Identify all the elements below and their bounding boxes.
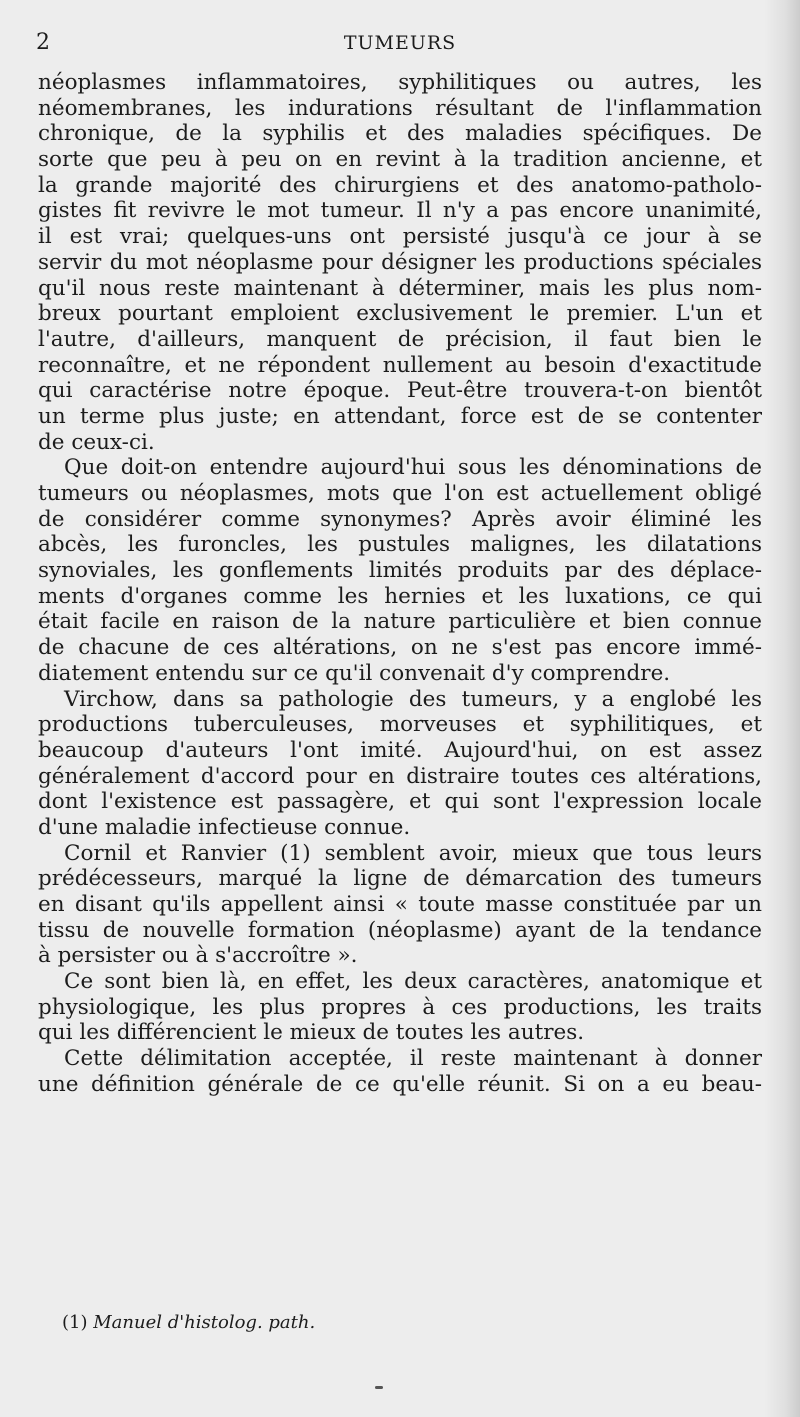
text-line: était facile en raison de la nature particulière et bien connue [38, 609, 762, 635]
text-line: productions tuberculeuses, morveuses et syphilitiques, et [38, 712, 762, 738]
text-line: Cette délimitation acceptée, il reste maintenant à donner [64, 1046, 762, 1072]
text-line: il est vrai; quelques-uns ont persisté jusqu'à ce jour à se [38, 224, 762, 250]
text-line: ments d'organes comme les hernies et les luxations, ce qui [38, 583, 762, 609]
text-line: beaucoup d'auteurs l'ont imité. Aujourd'hui, on est assez [38, 737, 762, 763]
text-line: breux pourtant emploient exclusivement le premier. L'un et [38, 301, 762, 327]
page-header [0, 30, 800, 60]
page-edge-shadow [764, 0, 800, 1417]
text-line: l'autre, d'ailleurs, manquent de précision, il faut bien le [38, 326, 762, 352]
text-line: Que doit-on entendre aujourd'hui sous les dénominations de [64, 455, 762, 481]
text-line: de ceux-ci. [38, 429, 155, 455]
text-line: néoplasmes inflammatoires, syphilitiques ou autres, les [38, 70, 762, 95]
text-line: prédécesseurs, marqué la ligne de démarcation des tumeurs [38, 866, 762, 892]
text-line: de considérer comme synonymes? Après avoir éliminé les [38, 506, 762, 532]
footnote-number: (1) [62, 1312, 88, 1333]
footnote [62, 1312, 315, 1333]
text-line: la grande majorité des chirurgiens et des anatomo-patholo- [38, 172, 762, 198]
text-line: qui les différencient le mieux de toutes les autres. [38, 1020, 585, 1046]
text-line: reconnaître, et ne répondent nullement au besoin d'exactitude [38, 352, 762, 378]
text-line: de chacune de ces altérations, on ne s'est pas encore immé- [38, 635, 762, 661]
text-line: sorte que peu à peu on en revint à la tradition ancienne, et [38, 147, 762, 173]
printer-mark [375, 1386, 383, 1389]
footnote-text: Manuel d'histolog. path. [93, 1312, 316, 1333]
text-line: Virchow, dans sa pathologie des tumeurs, y a englobé les [64, 686, 762, 712]
text-line: abcès, les furoncles, les pustules malignes, les dilatations [38, 532, 762, 558]
text-line: physiologique, les plus propres à ces productions, les traits [38, 994, 762, 1020]
text-line: en disant qu'ils appellent ainsi « toute masse constituée par un [38, 892, 762, 917]
text-line: néomembranes, les indurations résultant de l'inflammation [38, 95, 762, 121]
text-line: à persister ou à s'accroître ». [38, 943, 358, 969]
text-line: Cornil et Ranvier (1) semblent avoir, mieux que tous leurs [64, 840, 762, 866]
body-text [38, 70, 762, 1098]
text-line: généralement d'accord pour en distraire toutes ces altérations, [38, 763, 762, 789]
text-line: chronique, de la syphilis et des maladies spécifiques. De [38, 121, 762, 147]
text-line: un terme plus juste; en attendant, force est de se contenter [38, 403, 762, 429]
text-line: diatement entendu sur ce qu'il convenait d'y comprendre. [38, 660, 671, 686]
text-line: gistes fit revivre le mot tumeur. Il n'y a pas encore unanimité, [38, 198, 762, 224]
text-line: Ce sont bien là, en effet, les deux caractères, anatomique et [64, 969, 762, 995]
text-line: qui caractérise notre époque. Peut-être trouvera-t-on bientôt [38, 378, 762, 404]
running-head: TUMEURS [343, 32, 457, 54]
text-line: dont l'existence est passagère, et qui sont l'expression locale [38, 789, 762, 815]
page-number: 2 [36, 30, 50, 55]
text-line: servir du mot néoplasme pour désigner les productions spéciales [38, 249, 762, 275]
text-line: tumeurs ou néoplasmes, mots que l'on est actuellement obligé [38, 481, 762, 506]
text-line: d'une maladie infectieuse connue. [38, 814, 411, 840]
text-line: une définition générale de ce qu'elle réunit. Si on a eu beau- [38, 1071, 762, 1097]
text-line: qu'il nous reste maintenant à déterminer, mais les plus nom- [38, 275, 762, 301]
text-line: synoviales, les gonflements limités produits par des déplace- [38, 558, 762, 584]
text-line: tissu de nouvelle formation (néoplasme) ayant de la tendance [38, 917, 762, 943]
